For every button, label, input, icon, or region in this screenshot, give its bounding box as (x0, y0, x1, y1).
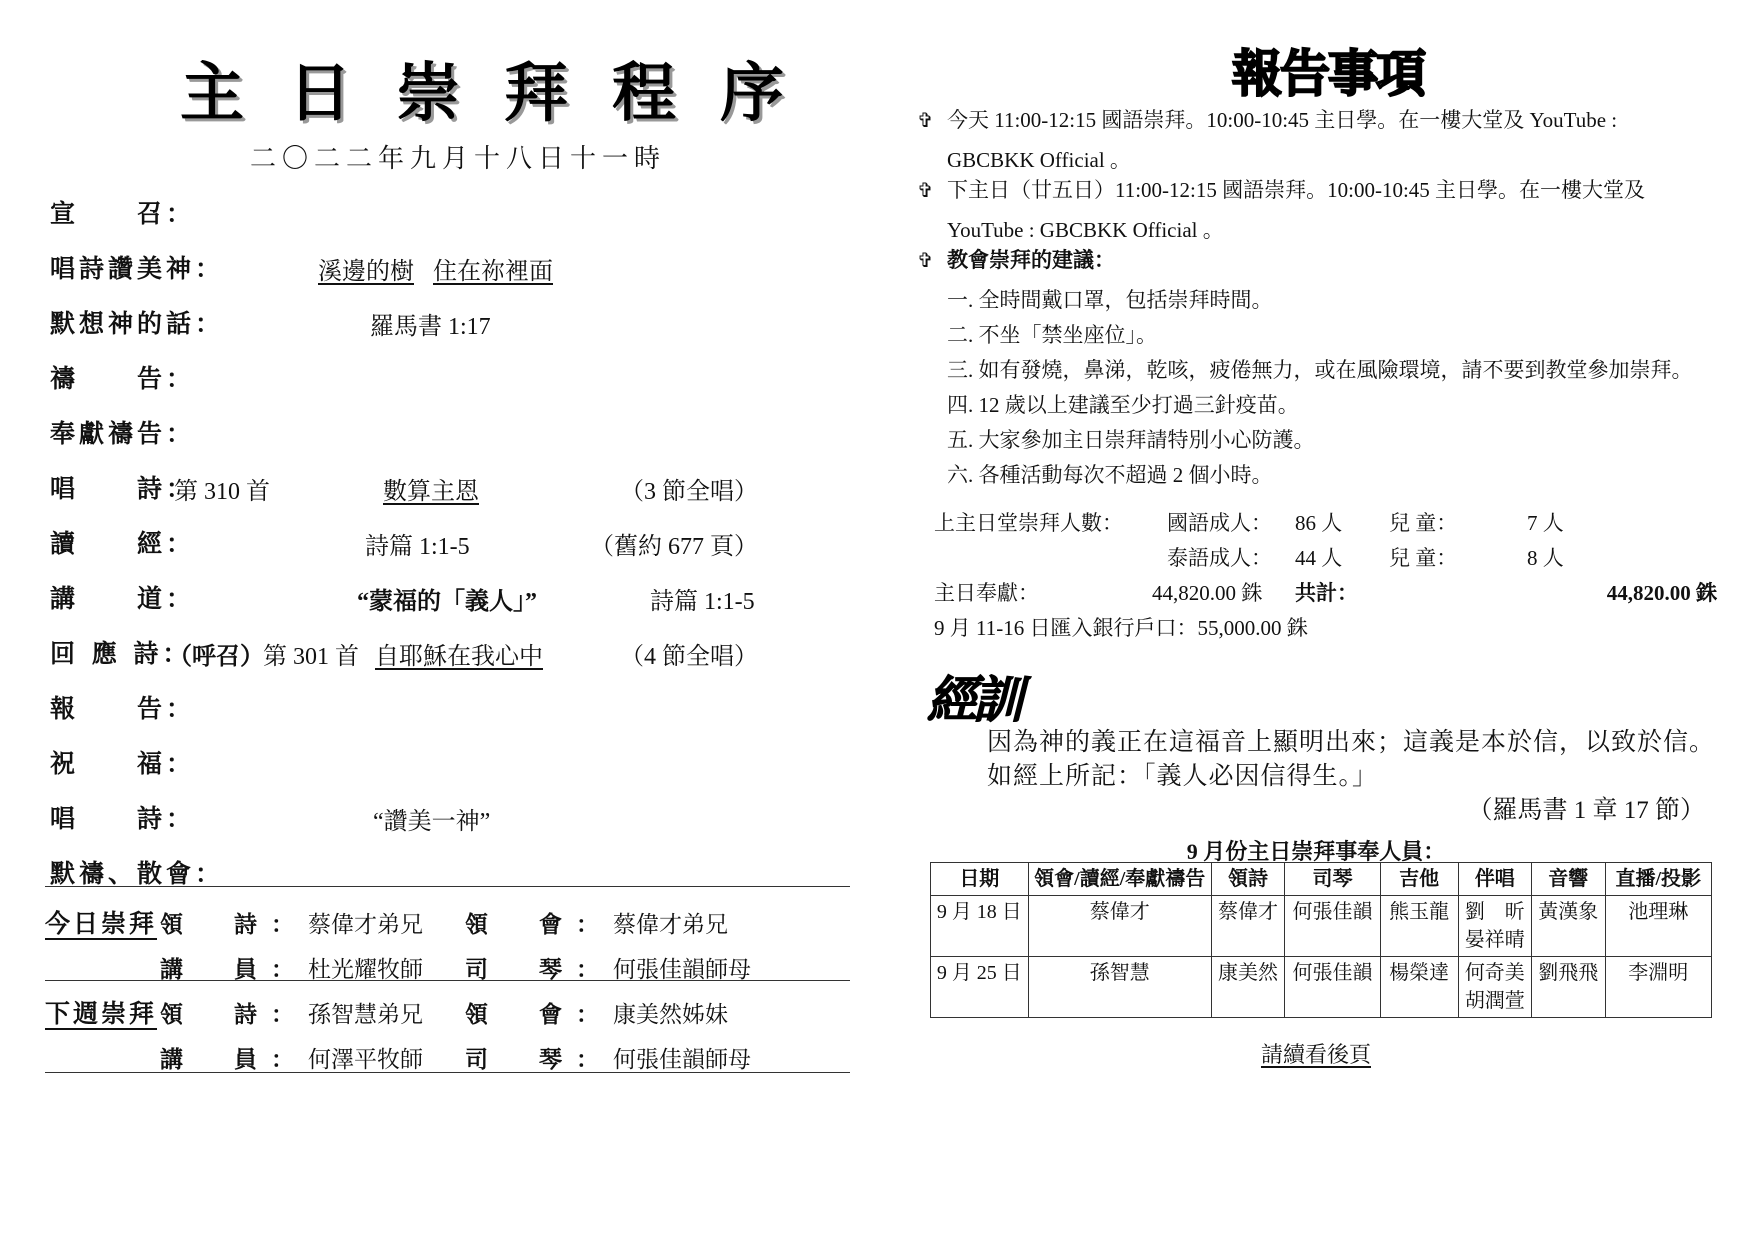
thai-adult-label: 泰語成人： (1167, 546, 1272, 570)
order-label: 回 應 詩： (50, 639, 192, 668)
worship-order-page (0, 0, 877, 1241)
total-label: 共計： (1295, 581, 1358, 605)
today-staff-row-2 (45, 945, 850, 995)
thai-adult-count: 44 人 (1295, 546, 1343, 570)
sermon-ref: 詩篇 1:1-5 (650, 589, 755, 615)
col-sound: 音響 (1532, 863, 1605, 896)
role-speaker: 講 員：杜光耀牧師 (160, 956, 423, 983)
section-label: 下週崇拜 (45, 999, 158, 1028)
scripture-heading: 經訓 (927, 670, 1019, 729)
scripture-ref: 羅馬書 1:17 (370, 314, 491, 340)
offering-label: 主日奉獻： (934, 581, 1039, 605)
col-pianist: 司琴 (1285, 863, 1380, 896)
announcements-page (877, 0, 1755, 1241)
order-item-sermon (50, 579, 850, 619)
order-label: 默禱、散會： (50, 859, 225, 888)
duty-table-title: 9 月份主日崇拜事奉人員： (1186, 839, 1446, 864)
hymn-title: “讚美一神” (373, 809, 491, 835)
order-label: 禱 告： (50, 364, 196, 393)
order-item-closing-hymn (50, 799, 850, 839)
role-pianist: 司 琴：何張佳韻師母 (465, 1046, 751, 1073)
role-pianist: 司 琴：何張佳韻師母 (465, 956, 751, 983)
divider (45, 886, 850, 887)
col-host-reading-prayer: 領會/讀經/奉獻禱告 (1028, 863, 1211, 896)
mandarin-child-count: 7 人 (1527, 511, 1564, 535)
suggestion-item: 一. 全時間戴口罩，包括崇拜時間。 (947, 288, 1273, 312)
order-item-reading (50, 524, 850, 564)
order-item-praise (50, 249, 850, 289)
order-label: 讀 經： (50, 529, 196, 558)
hymn-number: 第 310 首 (174, 479, 270, 505)
cross-icon: ✞ (917, 178, 934, 202)
next-staff-row-2 (45, 1035, 850, 1085)
bank-transfer-line: 9 月 11-16 日匯入銀行戶口：55,000.00 銖 (934, 616, 1308, 640)
suggestion-item: 六. 各種活動每次不超過 2 個小時。 (947, 463, 1273, 487)
order-item-dismissal (50, 854, 850, 894)
order-label: 宣 召： (50, 199, 196, 228)
announcements-title: 報告事項 (1232, 44, 1424, 103)
total-value: 44,820.00 銖 (1606, 581, 1717, 605)
today-staff-row-1 (45, 900, 850, 950)
next-staff-row-1 (45, 990, 850, 1040)
role-host: 領 會：康美然姊妹 (465, 1001, 728, 1028)
order-item-prayer (50, 359, 850, 399)
cross-icon: ✞ (917, 248, 934, 272)
order-item-response (50, 634, 850, 674)
mandarin-adult-count: 86 人 (1295, 511, 1343, 535)
hymn-note: （3 節全唱） (620, 479, 758, 505)
order-item-offering-prayer (50, 414, 850, 454)
table-header-row (931, 863, 1712, 896)
response-call: （呼召） (168, 644, 264, 670)
suggestion-item: 二. 不坐「禁坐座位」。 (947, 323, 1157, 347)
announcement-item: ✞ 下主日（廿五日）11:00-12:15 國語崇拜。10:00-10:45 主日學。在一樓大堂及 YouTube : GBCBKK Official 。 (947, 170, 1707, 250)
col-livestream: 直播/投影 (1605, 863, 1711, 896)
divider (45, 980, 850, 981)
order-label: 唱 詩： (50, 474, 196, 503)
child-label: 兒 童： (1389, 511, 1458, 535)
suggestion-item: 五. 大家參加主日崇拜請特別小心防護。 (947, 428, 1315, 452)
col-backup: 伴唱 (1458, 863, 1531, 896)
order-label: 講 道： (50, 584, 196, 613)
duty-table (930, 862, 1712, 1018)
order-label: 唱 詩： (50, 804, 196, 833)
order-label: 報 告： (50, 694, 196, 723)
order-item-benediction (50, 744, 850, 784)
order-item-meditation (50, 304, 850, 344)
scripture-ref: 詩篇 1:1-5 (365, 534, 470, 560)
table-row: 9 月 18 日 蔡偉才 蔡偉才 何張佳韻 熊玉龍 劉 昕 晏祥晴 黃漢象 池理琳 (931, 896, 1712, 957)
role-speaker: 講 員：何澤平牧師 (160, 1046, 423, 1073)
col-guitar: 吉他 (1380, 863, 1458, 896)
verse-line: 如經上所記：「義人必因信得生。」 (987, 763, 1379, 790)
hymn-number: 第 301 首 (263, 644, 359, 670)
mandarin-adult-label: 國語成人： (1167, 511, 1272, 535)
order-item-hymn (50, 469, 850, 509)
suggestion-item: 四. 12 歲以上建議至少打過三針疫苗。 (947, 393, 1299, 417)
hymn-title: 自耶穌在我心中 (375, 644, 543, 670)
verse-reference: （羅馬書 1 章 17 節） (1467, 797, 1705, 824)
role-host: 領 會：蔡偉才弟兄 (465, 911, 728, 938)
divider (45, 1072, 850, 1073)
thai-child-count: 8 人 (1527, 546, 1564, 570)
col-date: 日期 (931, 863, 1029, 896)
order-item-call (50, 194, 850, 234)
child-label: 兒 童： (1389, 546, 1458, 570)
order-label: 祝 福： (50, 749, 196, 778)
table-row: 9 月 25 日 孫智慧 康美然 何張佳韻 楊榮達 何奇美 胡潤萱 劉飛飛 李淵明 (931, 957, 1712, 1018)
role-leader: 領 詩：蔡偉才弟兄 (160, 911, 423, 938)
order-item-announcement (50, 689, 850, 729)
announcement-item: ✞ 教會崇拜的建議： (947, 240, 1707, 280)
order-label: 默想神的話： (50, 309, 225, 338)
announcement-item: ✞ 今天 11:00-12:15 國語崇拜。10:00-10:45 主日學。在一樓大堂及 YouTube : GBCBKK Official 。 (947, 100, 1707, 180)
order-label: 唱詩讚美神： (50, 254, 225, 283)
attendance-label: 上主日堂崇拜人數： (934, 511, 1123, 535)
hymn-note: （4 節全唱） (620, 644, 758, 670)
hymn-title: 住在祢裡面 (433, 259, 553, 285)
sermon-title: “蒙福的「義人」” (357, 589, 537, 615)
cross-icon: ✞ (917, 108, 934, 132)
page-note: （舊約 677 頁） (590, 534, 758, 560)
suggestion-item: 三. 如有發燒，鼻涕，乾咳，疲倦無力，或在風險環境，請不要到教堂參加崇拜。 (947, 358, 1693, 382)
service-date: 二〇二二年九月十八日十一時 (250, 144, 667, 174)
page-title: 主日崇拜程序 (180, 56, 828, 131)
continue-note: 請續看後頁 (1260, 1042, 1371, 1067)
offering-value: 44,820.00 銖 (1152, 581, 1263, 605)
hymn-title: 數算主恩 (383, 479, 479, 505)
order-label: 奉獻禱告： (50, 419, 196, 448)
col-song-leader: 領詩 (1211, 863, 1284, 896)
hymn-title: 溪邊的樹 (318, 259, 414, 285)
role-leader: 領 詩：孫智慧弟兄 (160, 1001, 423, 1028)
section-label: 今日崇拜 (45, 909, 158, 938)
verse-line: 因為神的義正在這福音上顯明出來；這義是本於信，以致於信。 (987, 729, 1716, 756)
